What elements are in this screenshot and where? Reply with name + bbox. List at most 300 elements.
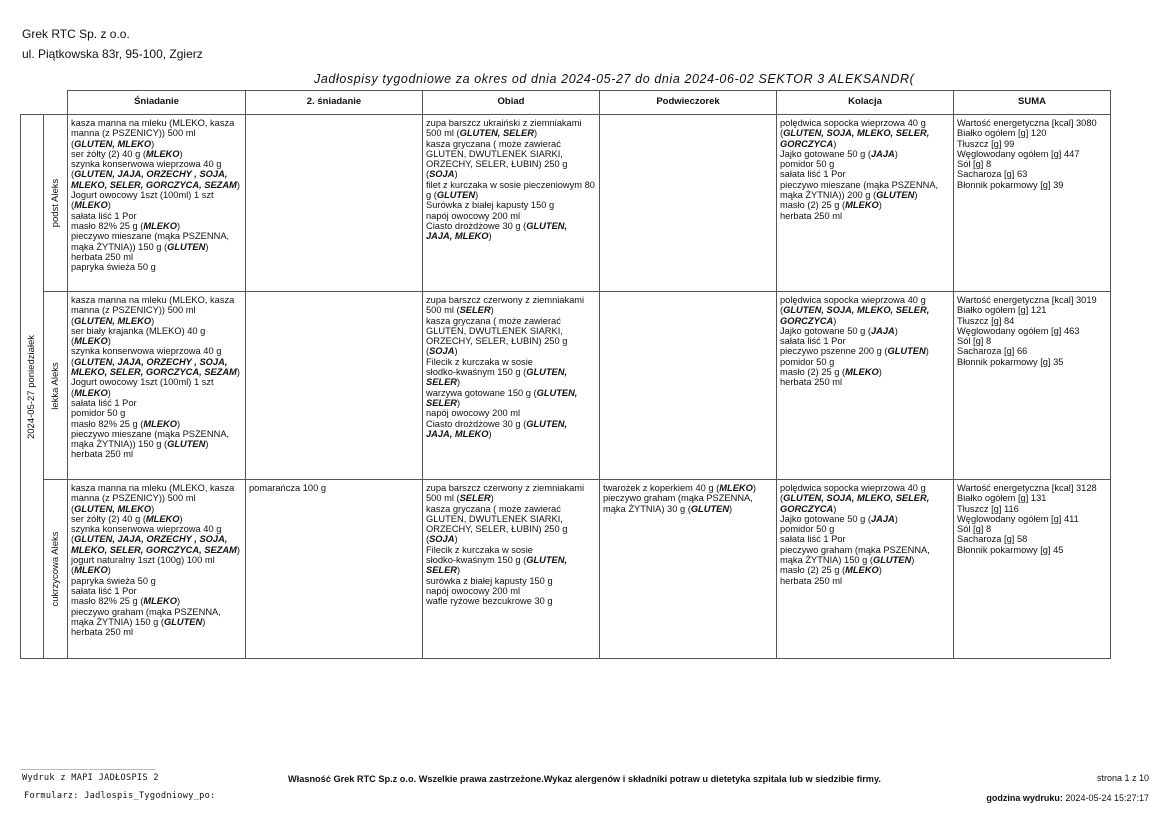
nutrition-line	[957, 149, 1107, 159]
diet-name-cell	[44, 115, 68, 292]
menu-text: szynka konserwowa wieprzowa 40 g	[71, 524, 222, 535]
allergen-text: GLUTEN	[167, 241, 206, 252]
menu-text: Węglowodany ogółem [g] 411	[957, 513, 1079, 524]
column-header-podwieczorek: Podwieczorek	[600, 91, 777, 115]
menu-text: herbata 250 ml	[780, 575, 843, 586]
menu-text: Filecik z kurczaka w sosie	[426, 356, 533, 367]
nutrition-line	[957, 357, 1107, 367]
menu-line	[426, 139, 596, 149]
menu-text: 500 ml (	[426, 128, 460, 139]
menu-text: )	[107, 387, 111, 398]
menu-line	[780, 295, 950, 305]
menu-text: GLUTEN, DWUTLENEK SIARKI,	[426, 148, 563, 159]
menu-line	[71, 419, 242, 429]
menu-text: )	[236, 367, 240, 378]
menu-text: filet z kurczaka w sosie pieczeniowym 80	[426, 179, 595, 190]
menu-line	[426, 514, 596, 524]
menu-text: (	[780, 305, 784, 316]
allergen-text: GLUTEN, SOJA, MLEKO, SELER,	[783, 305, 930, 316]
menu-line	[426, 504, 596, 514]
menu-line	[426, 357, 596, 367]
menu-text: mąka ŻYTNIA)) 200 g (	[780, 190, 877, 201]
menu-text: sałata liść 1 Por	[71, 397, 137, 408]
cell-obiad	[423, 115, 600, 292]
allergen-text: SELER	[426, 565, 457, 576]
allergen-text: GLUTEN, MLEKO	[74, 315, 152, 326]
menu-text: sałata liść 1 Por	[780, 336, 846, 347]
nutrition-line	[957, 169, 1107, 179]
allergen-text: GLUTEN	[167, 439, 206, 450]
menu-text: Węglowodany ogółem [g] 463	[957, 325, 1080, 336]
menu-line	[780, 565, 950, 575]
menu-text: )	[151, 138, 155, 149]
menu-line	[426, 118, 596, 128]
menu-text: pomidor 50 g	[780, 524, 835, 535]
menu-text: sałata liść 1 Por	[71, 210, 137, 221]
menu-text: GLUTEN, DWUTLENEK SIARKI,	[426, 513, 563, 524]
allergen-text: MLEKO	[74, 336, 108, 347]
menu-text: (	[71, 169, 75, 180]
allergen-text: MLEKO	[145, 513, 180, 524]
menu-text: pieczywo mieszane (mąka PSZENNA,	[780, 179, 939, 190]
menu-text: szynka konserwowa wieprzowa 40 g	[71, 346, 222, 357]
cell-podwieczorek	[600, 480, 777, 659]
menu-text: kasza manna na mleku (MLEKO, kasza	[71, 483, 235, 493]
menu-line	[71, 357, 242, 367]
menu-text: pieczywo graham (mąka PSZENNA,	[780, 544, 930, 555]
menu-line	[426, 231, 596, 241]
allergen-text: MLEKO	[845, 565, 879, 576]
menu-text: Sacharoza [g] 66	[957, 346, 1028, 357]
menu-text: )	[179, 148, 183, 159]
menu-text: Filecik z kurczaka w sosie	[426, 544, 533, 555]
menu-line	[426, 565, 596, 575]
menu-line	[780, 169, 950, 179]
print-time-value: 2024-05-24 15:27:17	[1065, 793, 1149, 803]
menu-line	[426, 346, 596, 356]
menu-text: )	[878, 200, 882, 211]
allergen-text: GLUTEN	[690, 503, 730, 514]
menu-line	[249, 483, 419, 493]
allergen-text: GLUTEN	[164, 616, 203, 627]
cell-sniadanie	[68, 292, 246, 480]
menu-line	[426, 398, 596, 408]
allergen-text: MLEKO	[845, 367, 879, 378]
menu-text: sałata liść 1 Por	[780, 534, 846, 545]
menu-text: Ciasto drożdżowe 30 g (	[426, 220, 527, 231]
nutrition-line	[957, 545, 1107, 555]
allergen-text: GLUTEN	[873, 555, 912, 566]
menu-text: polędwica sopocka wieprzowa 40 g	[780, 118, 926, 128]
menu-text: )	[454, 169, 458, 180]
menu-text: )	[236, 179, 240, 190]
menu-line	[71, 388, 242, 398]
menu-text: (	[71, 503, 75, 514]
menu-line	[71, 534, 242, 544]
menu-text: masło (2) 25 g (	[780, 200, 846, 211]
menu-text: herbata 250 ml	[71, 251, 134, 262]
footer-page-number: strona 1 z 10	[1096, 773, 1149, 783]
menu-line	[71, 429, 242, 439]
menu-line	[71, 483, 242, 493]
menu-line	[780, 483, 950, 493]
menu-text: Wartość energetyczna [kcal] 3019	[957, 295, 1097, 305]
menu-text: (	[426, 534, 430, 545]
allergen-text: GLUTEN,	[536, 387, 578, 398]
menu-text: )	[176, 220, 181, 231]
nutrition-line	[957, 493, 1107, 503]
menu-text: )	[457, 565, 461, 576]
allergen-text: MLEKO	[74, 200, 108, 211]
menu-text: mąka ŻYTNIA) 150 g (	[780, 555, 873, 566]
menu-line	[71, 159, 242, 169]
nutrition-line	[957, 346, 1107, 356]
nutrition-line	[957, 534, 1107, 544]
menu-text: Tłuszcz [g] 116	[957, 503, 1019, 514]
allergen-text: GORCZYCA	[780, 315, 834, 326]
menu-line	[426, 295, 596, 305]
menu-line	[780, 377, 950, 387]
menu-text: słodko-kwaśnym 150 g (	[426, 367, 527, 378]
allergen-text: MLEKO, SELER, GORCZYCA, SEZAM	[71, 179, 237, 190]
menu-text: Węglowodany ogółem [g] 447	[957, 148, 1080, 159]
menu-line	[426, 190, 596, 200]
menu-line	[71, 200, 242, 210]
cell-kolacja	[777, 115, 954, 292]
menu-line	[426, 149, 596, 159]
menu-line	[426, 305, 596, 315]
menu-line	[71, 555, 242, 565]
allergen-text: JAJA, MLEKO	[426, 231, 489, 242]
menu-line	[426, 377, 596, 387]
allergen-text: SELER	[426, 397, 457, 408]
cell-obiad	[423, 292, 600, 480]
menu-text: Błonnik pokarmowy [g] 45	[957, 544, 1064, 555]
menu-line	[71, 514, 242, 524]
menu-line	[71, 346, 242, 356]
menu-line	[426, 524, 596, 534]
menu-text: )	[151, 503, 155, 514]
menu-text: )	[454, 346, 458, 357]
date-cell	[21, 115, 44, 659]
menu-text: )	[729, 503, 733, 514]
menu-text: g (	[426, 190, 437, 201]
menu-text: )	[894, 148, 898, 159]
menu-text: Sól [g] 8	[957, 159, 992, 170]
nutrition-line	[957, 128, 1107, 138]
menu-line	[780, 200, 950, 210]
menu-line	[426, 316, 596, 326]
menu-line	[426, 493, 596, 503]
menu-line	[71, 316, 242, 326]
menu-line	[426, 326, 596, 336]
menu-text: masło 82% 25 g (	[71, 418, 144, 429]
menu-text: pomidor 50 g	[71, 408, 126, 419]
allergen-text: SELER	[426, 377, 457, 388]
nutrition-line	[957, 316, 1107, 326]
diet-row	[21, 292, 1111, 480]
menu-text: Wartość energetyczna [kcal] 3128	[957, 483, 1097, 493]
menu-text: Białko ogółem [g] 131	[957, 493, 1047, 504]
menu-line	[780, 336, 950, 346]
footer-form-name: Formularz: Jadlospis_Tygodniowy_po:	[24, 791, 216, 801]
allergen-text: GLUTEN,	[526, 555, 568, 566]
menu-text: Ciasto drożdżowe 30 g (	[426, 418, 527, 429]
menu-text: )	[475, 190, 479, 201]
column-header-sniadanie: Śniadanie	[68, 91, 246, 115]
menu-line	[426, 534, 596, 544]
menu-text: Jajko gotowane 50 g (	[780, 148, 871, 159]
menu-line	[780, 524, 950, 534]
allergen-text: SOJA	[429, 346, 455, 357]
menu-line	[71, 576, 242, 586]
menu-text: pieczywo pszenne 200 g (	[780, 346, 888, 357]
menu-text: (	[71, 336, 75, 347]
menu-text: szynka konserwowa wieprzowa 40 g	[71, 159, 222, 170]
menu-text: )	[205, 241, 209, 252]
menu-text: )	[202, 616, 206, 627]
menu-line	[71, 398, 242, 408]
menu-text: sałata liść 1 Por	[71, 585, 137, 596]
menu-line	[71, 524, 242, 534]
menu-line	[780, 545, 950, 555]
menu-line	[71, 128, 242, 138]
menu-line	[426, 408, 596, 418]
menu-text: napój owocowy 200 ml	[426, 210, 521, 221]
menu-text: masło 82% 25 g (	[71, 596, 144, 607]
allergen-text: GORCZYCA	[780, 138, 834, 149]
allergen-text: GLUTEN,	[526, 418, 568, 429]
menu-text: Błonnik pokarmowy [g] 39	[957, 179, 1064, 190]
menu-text: masło 82% 25 g (	[71, 220, 144, 231]
menu-line	[780, 555, 950, 565]
cell-suma	[954, 292, 1111, 480]
header-blank	[44, 91, 68, 115]
menu-text: pomidor 50 g	[780, 159, 835, 170]
menu-text: manna (z PSZENICY)) 500 ml	[71, 493, 196, 504]
allergen-text: GLUTEN, MLEKO	[74, 503, 152, 514]
menu-line	[426, 128, 596, 138]
cell-sniadanie	[68, 480, 246, 659]
footer-print-time	[986, 793, 1149, 803]
menu-text: Jogurt owocowy 1szt (100ml) 1 szt	[71, 377, 214, 388]
menu-line	[426, 419, 596, 429]
nutrition-line	[957, 483, 1107, 493]
menu-line	[780, 211, 950, 221]
allergen-text: SOJA	[429, 534, 455, 545]
menu-line	[780, 367, 950, 377]
menu-line	[71, 408, 242, 418]
menu-text: (	[71, 356, 75, 367]
menu-line	[426, 586, 596, 596]
menu-text: )	[236, 544, 240, 555]
diet-name-cell	[44, 480, 68, 659]
menu-line	[780, 128, 950, 138]
menu-line	[71, 596, 242, 606]
allergen-text: MLEKO	[143, 418, 177, 429]
menu-text: Surówka z białej kapusty 150 g	[426, 200, 555, 211]
allergen-text: MLEKO	[143, 220, 177, 231]
menu-text: )	[894, 325, 898, 336]
menu-text: )	[911, 555, 915, 566]
menu-line	[71, 336, 242, 346]
menu-line	[426, 545, 596, 555]
menu-text: sałata liść 1 Por	[780, 169, 846, 180]
menu-text: (	[426, 169, 430, 180]
menu-line	[71, 565, 242, 575]
nutrition-line	[957, 159, 1107, 169]
menu-text: polędwica sopocka wieprzowa 40 g	[780, 483, 926, 493]
menu-text: manna (z PSZENICY)) 500 ml	[71, 305, 196, 316]
menu-line	[71, 211, 242, 221]
menu-text: mąka ŻYTNIA) 30 g (	[603, 503, 691, 514]
menu-text: manna (z PSZENICY)) 500 ml	[71, 128, 196, 139]
menu-text: )	[176, 596, 181, 607]
menu-text: (	[71, 565, 75, 576]
nutrition-line	[957, 336, 1107, 346]
menu-line	[780, 514, 950, 524]
menu-text: herbata 250 ml	[780, 377, 843, 388]
menu-text: napój owocowy 200 ml	[426, 408, 521, 419]
allergen-text: GLUTEN, SOJA, MLEKO, SELER,	[783, 128, 930, 139]
menu-text: napój owocowy 200 ml	[426, 585, 521, 596]
menu-line	[71, 326, 242, 336]
allergen-text: GLUTEN,	[526, 367, 568, 378]
menu-line	[780, 159, 950, 169]
menu-text: Białko ogółem [g] 121	[957, 305, 1047, 316]
menu-line	[71, 617, 242, 627]
menu-text: )	[107, 336, 111, 347]
cell-sniadanie	[68, 115, 246, 292]
menu-line	[71, 221, 242, 231]
menu-text: mąka ŻYTNIA)) 150 g (	[71, 241, 168, 252]
menu-text: ORZECHY, SELER, ŁUBIN) 250 g	[426, 524, 568, 535]
menu-text: Sól [g] 8	[957, 524, 992, 535]
menu-text: herbata 250 ml	[71, 449, 134, 460]
menu-text: pieczywo graham (mąka PSZENNA,	[71, 606, 221, 617]
allergen-text: GLUTEN	[436, 190, 476, 201]
menu-text: Sól [g] 8	[957, 336, 992, 347]
allergen-text: JAJA	[870, 513, 895, 524]
menu-line	[71, 242, 242, 252]
menu-text: mąka ŻYTNIA) 150 g (	[71, 616, 164, 627]
column-header-obiad: Obiad	[423, 91, 600, 115]
menu-text: )	[833, 138, 837, 149]
menu-text: )	[752, 483, 756, 493]
menu-line	[603, 504, 773, 514]
menu-line	[71, 305, 242, 315]
menu-line	[426, 388, 596, 398]
allergen-text: MLEKO	[719, 483, 753, 493]
menu-text: (	[71, 534, 75, 545]
document-title: Jadłospisy tygodniowe za okres od dnia 2024-05-27 do dnia 2024-06-02 SEKTOR 3 ALEKSANDR(	[314, 72, 915, 86]
menu-text: )	[205, 439, 209, 450]
menu-text: )	[894, 513, 898, 524]
menu-text: GLUTEN, DWUTLENEK SIARKI,	[426, 325, 563, 336]
menu-text: Tłuszcz [g] 84	[957, 315, 1015, 326]
menu-text: )	[833, 503, 837, 514]
diet-name: cukrzycowa Aleks	[49, 531, 61, 607]
menu-text: jogurt naturalny 1szt (100g) 100 ml	[71, 555, 215, 566]
menu-text: ORZECHY, SELER, ŁUBIN) 250 g	[426, 159, 568, 170]
allergen-text: MLEKO, SELER, GORCZYCA, SEZAM	[71, 544, 237, 555]
menu-line	[780, 534, 950, 544]
menu-line	[426, 596, 596, 606]
cell-suma	[954, 480, 1111, 659]
nutrition-line	[957, 305, 1107, 315]
menu-text: pomidor 50 g	[780, 356, 835, 367]
menu-line	[426, 159, 596, 169]
menu-line	[780, 576, 950, 586]
menu-line	[71, 449, 242, 459]
nutrition-line	[957, 326, 1107, 336]
menu-text: ser żółty (2) 40 g (	[71, 513, 146, 524]
menu-text: pomarańcza 100 g	[249, 483, 327, 493]
menu-text: herbata 250 ml	[71, 627, 134, 638]
allergen-text: GLUTEN, JAJA, ORZECHY , SOJA,	[74, 356, 228, 367]
menu-text: )	[176, 418, 181, 429]
menu-text: pieczywo mieszane (mąka PSZENNA,	[71, 428, 230, 439]
cell-2-sniadanie	[246, 292, 423, 480]
menu-line	[426, 555, 596, 565]
cell-kolacja	[777, 292, 954, 480]
menu-line	[780, 139, 950, 149]
menu-text: pieczywo mieszane (mąka PSZENNA,	[71, 231, 230, 242]
menu-text: kasza manna na mleku (MLEKO, kasza	[71, 295, 235, 305]
allergen-text: SELER	[459, 493, 491, 504]
allergen-text: GLUTEN, SOJA, MLEKO, SELER,	[783, 493, 930, 504]
diet-name: podst Aleks	[49, 178, 61, 228]
footer-divider	[20, 769, 156, 770]
menu-line	[426, 221, 596, 231]
menu-text: polędwica sopocka wieprzowa 40 g	[780, 295, 926, 305]
menu-line	[71, 493, 242, 503]
nutrition-line	[957, 139, 1107, 149]
allergen-text: MLEKO, SELER, GORCZYCA, SEZAM	[71, 367, 237, 378]
menu-text: warzywa gotowane 150 g (	[426, 387, 537, 398]
menu-text: Białko ogółem [g] 120	[957, 128, 1047, 139]
menu-text: )	[878, 367, 882, 378]
allergen-text: MLEKO	[145, 148, 180, 159]
menu-text: zupa barszcz czerwony z ziemniakami	[426, 483, 585, 493]
menu-line	[71, 180, 242, 190]
menu-text: Sacharoza [g] 58	[957, 534, 1028, 545]
footer-print-source: Wydruk z MAPI JADŁOSPIS 2	[22, 773, 159, 783]
allergen-text: JAJA, MLEKO	[426, 428, 489, 439]
column-header-kolacja: Kolacja	[777, 91, 954, 115]
column-header-suma: SUMA	[954, 91, 1111, 115]
menu-line	[71, 627, 242, 637]
menu-line	[426, 211, 596, 221]
menu-text: Tłuszcz [g] 99	[957, 138, 1015, 149]
date-label: 2024-05-27 poniedziałek	[25, 334, 37, 439]
menu-text: Jajko gotowane 50 g (	[780, 513, 871, 524]
menu-text: kasza gryczana ( może zawierać	[426, 503, 561, 514]
menu-text: ORZECHY, SELER, ŁUBIN) 250 g	[426, 336, 568, 347]
menu-line	[71, 586, 242, 596]
menu-line	[603, 483, 773, 493]
menu-text: )	[490, 493, 494, 504]
menu-line	[780, 493, 950, 503]
menu-line	[426, 336, 596, 346]
menu-line	[71, 139, 242, 149]
allergen-text: MLEKO	[74, 387, 108, 398]
menu-text: Jogurt owocowy 1szt (100ml) 1 szt	[71, 190, 214, 201]
diet-row	[21, 480, 1111, 659]
menu-text: twarożek z koperkiem 40 g (	[603, 483, 720, 493]
cell-kolacja	[777, 480, 954, 659]
menu-text: (	[71, 315, 75, 326]
